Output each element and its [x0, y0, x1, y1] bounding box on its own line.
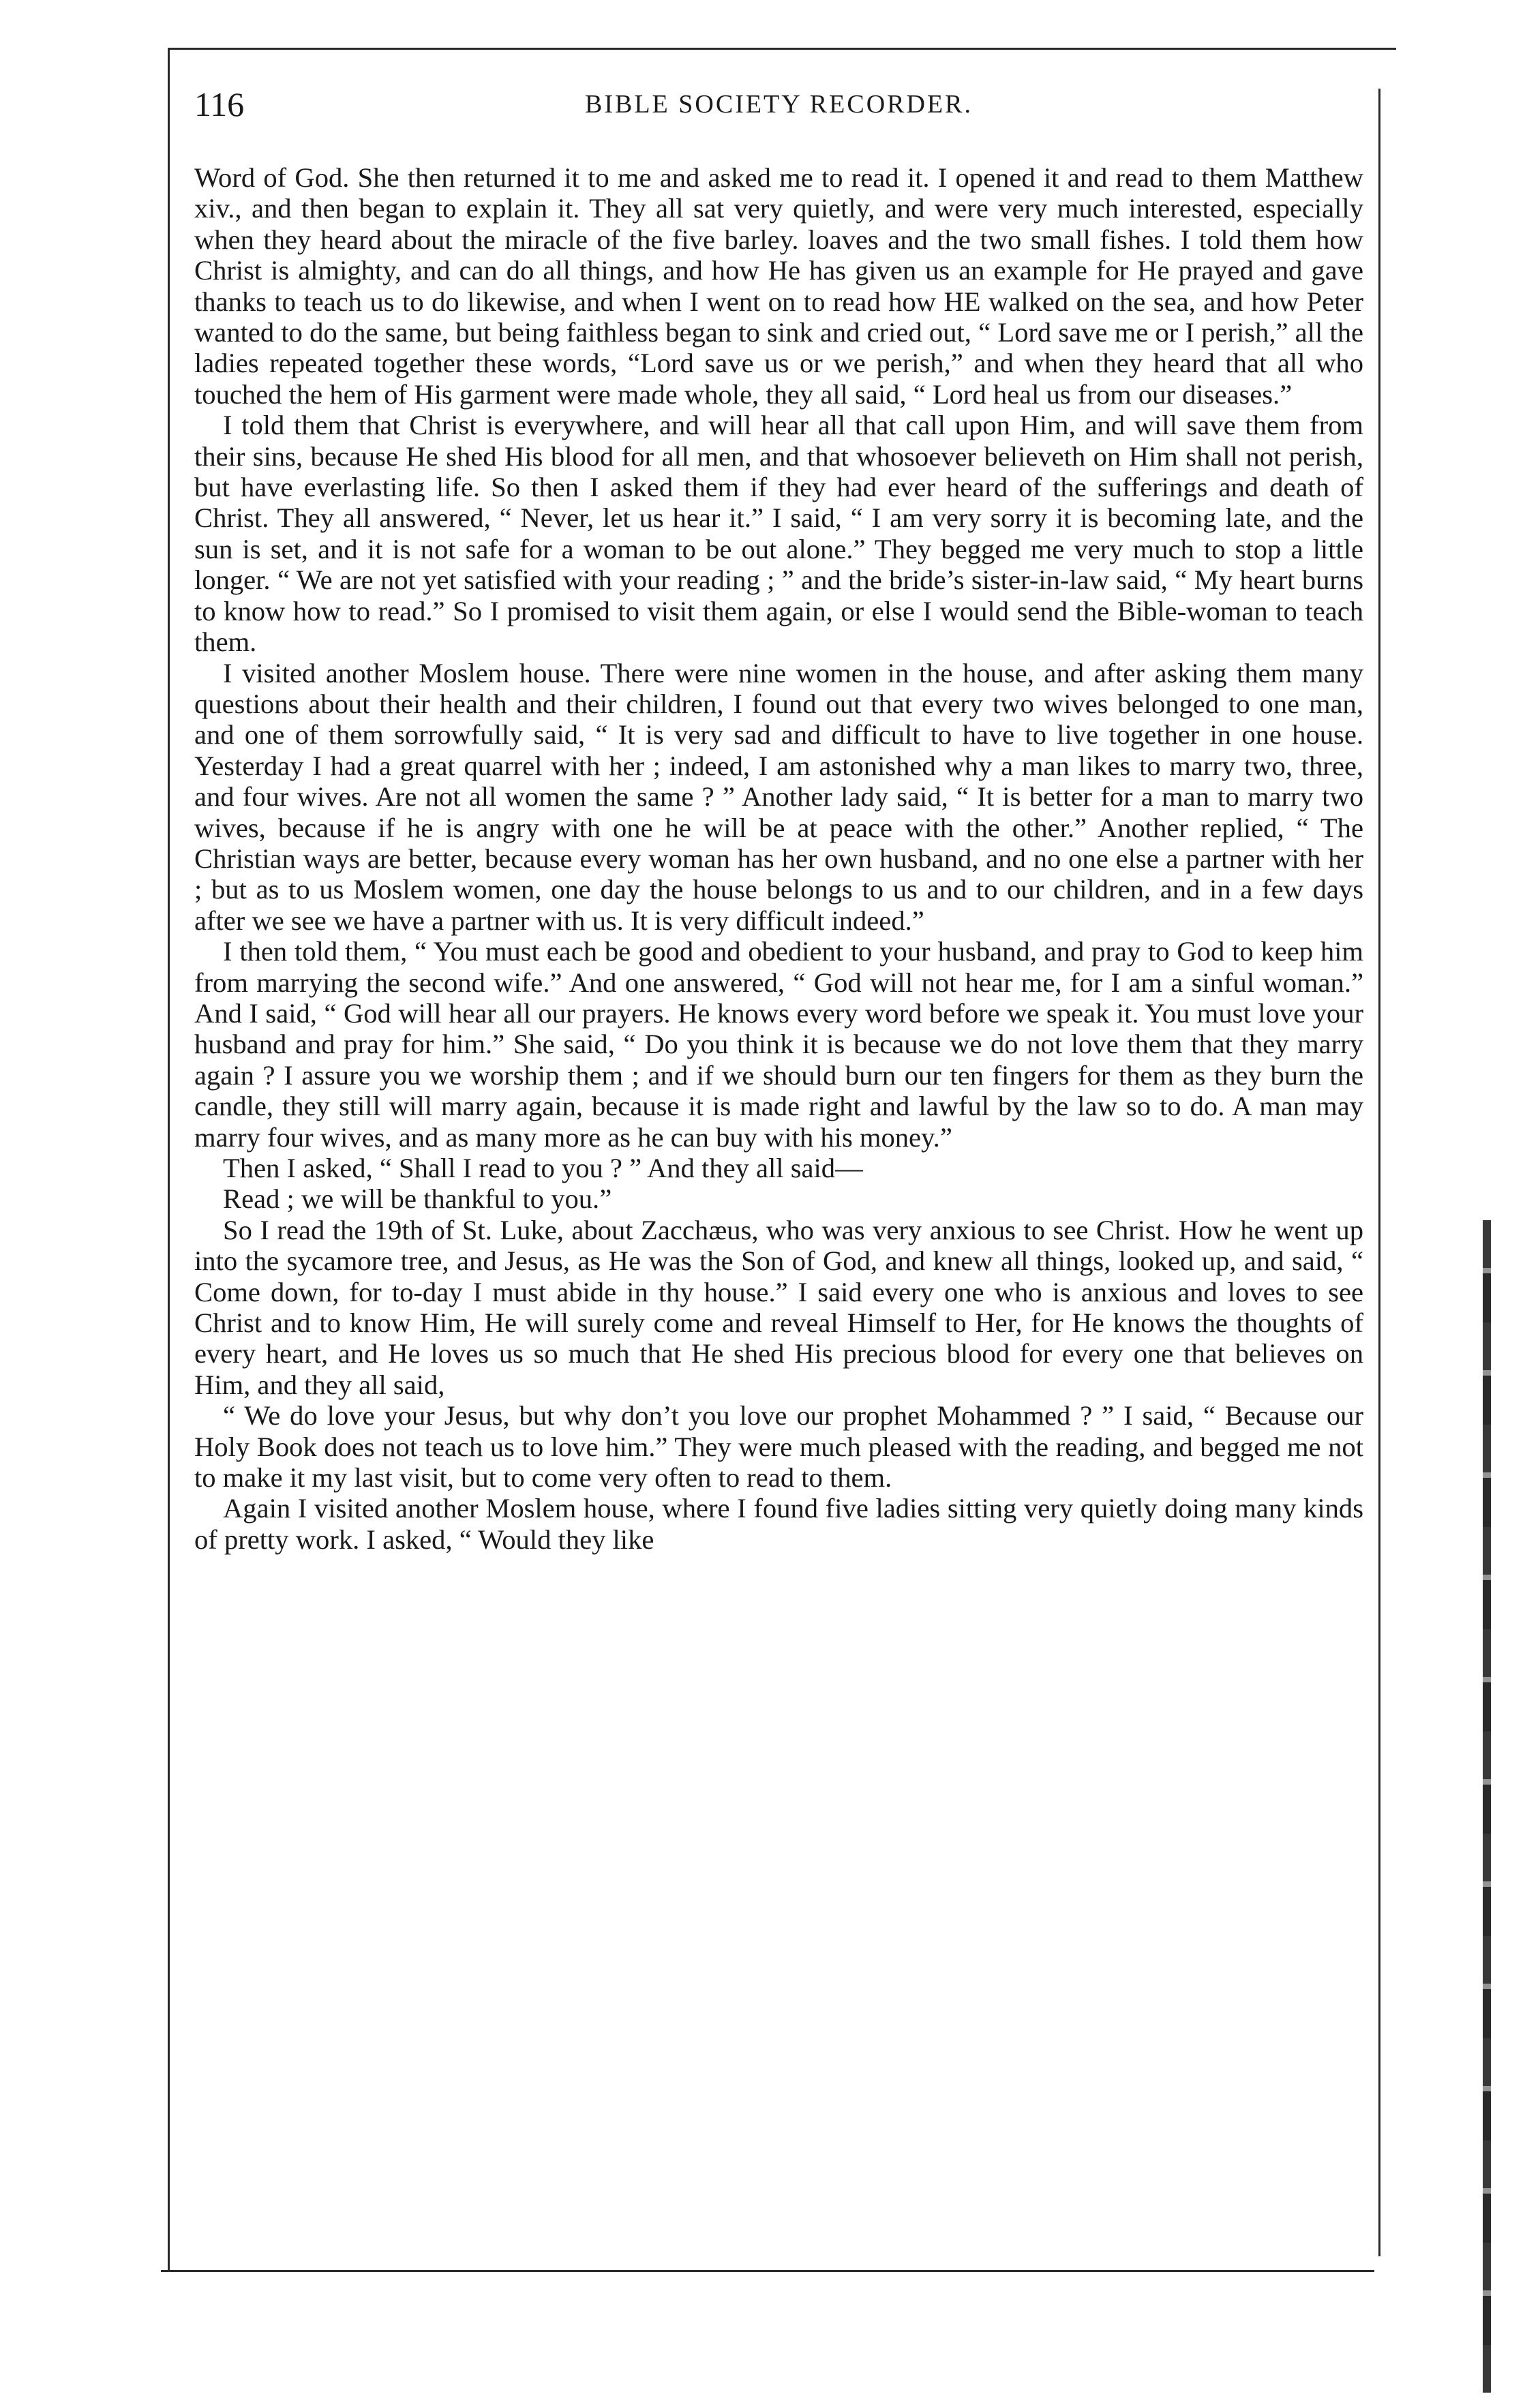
page-header: [194, 80, 1363, 128]
paragraph: Word of God. She then returned it to me and asked me to read it. I opened it and read to them Matthew xiv., and then began to explain it. They all sat very quietly, and were very much interested, especially when they heard about the miracle of the five barley. loaves and the two small fishes. I told them how Christ is almighty, and can do all things, and how He has given us an example for He prayed and gave thanks to teach us to do likewise, and when I went on to read how HE walked on the sea, and how Peter wanted to do the same, but being faithless began to sink and cried out, “ Lord save me or I perish,” all the ladies repeated together these words, “Lord save us or we perish,” and when they heard that all who touched the hem of His garment were made whole, they all said, “ Lord heal us from our diseases.”: [194, 162, 1363, 410]
paragraph: I told them that Christ is everywhere, and will hear all that call upon Him, and will save them from their sins, because He shed His blood for all men, and that whosoever believeth on Him shall not perish, but have everlasting life. So then I asked them if they had ever heard of the sufferings and death of Christ. They all answered, “ Never, let us hear it.” I said, “ I am very sorry it is becoming late, and the sun is set, and it is not safe for a woman to be out alone.” They begged me very much to stop a little longer. “ We are not yet satisfied with your reading ; ” and the bride’s sister-in-law said, “ My heart burns to know how to read.” So I promised to visit them again, or else I would send the Bible-woman to teach them.: [194, 410, 1363, 658]
body-text: [194, 162, 1363, 1555]
paragraph: I visited another Moslem house. There were nine women in the house, and after asking them many questions about their health and their children, I found out that every two wives belonged to one man, and one of them sorrowfully said, “ It is very sad and difficult to have to live together in one house. Yesterday I had a great quarrel with her ; indeed, I am astonished why a man likes to marry two, three, and four wives. Are not all women the same ? ” Another lady said, “ It is better for a man to marry two wives, because if he is angry with one he will be at peace with the other.” Another replied, “ The Christian ways are better, because every woman has her own husband, and no one else a partner with her ; but as to us Moslem women, one day the house belongs to us and to our children, and in a few days after we see we have a partner with us. It is very difficult indeed.”: [194, 657, 1363, 936]
paragraph: Again I visited another Moslem house, where I found five ladies sitting very quietly doing many kinds of pretty work. I asked, “ Would they like: [194, 1493, 1363, 1555]
paragraph: Read ; we will be thankful to you.”: [223, 1183, 612, 1215]
paragraph: “ We do love your Jesus, but why don’t you love our prophet Mohammed ? ” I said, “ Because our Holy Book does not teach us to love him.” They were much pleased with the reading, and begged me not to make it my last visit, but to come very often to read to them.: [194, 1400, 1363, 1494]
paragraph: Then I asked, “ Shall I read to you ? ” And they all said—: [223, 1153, 863, 1183]
bottom-rule: [161, 2270, 1374, 2272]
running-title: BIBLE SOCIETY RECORDER.: [585, 90, 973, 119]
paragraph: So I read the 19th of St. Luke, about Zacchæus, who was very anxious to see Christ. How he went up into the sycamore tree, and Jesus, as He was the Son of God, and knew all things, looked up, and said, “ Come down, for to-day I must abide in thy house.” I said every one who is anxious and loves to see Christ and to know Him, He will surely come and reveal Himself to Her, for He knows the thoughts of every heart, and He loves us so much that He shed His precious blood for every one that believes on Him, and they all said,: [194, 1214, 1363, 1400]
right-rule: [1378, 89, 1380, 2256]
paragraph: I then told them, “ You must each be good and obedient to your husband, and pray to God to keep him from marrying the second wife.” And one answered, “ God will not hear me, for I am a sinful woman.” And I said, “ God will hear all our prayers. He knows every word before we speak it. You must love your husband and pray for him.” She said, “ Do you think it is because we do not love them that they marry again ? I assure you we worship them ; and if we should burn our ten fingers for them as they burn the candle, they still will marry again, because it is made right and lawful by the law so to do. A man may marry four wives, and as many more as he can buy with his money.”: [194, 936, 1363, 1153]
top-rule: [169, 48, 1396, 50]
page-number: 116: [194, 85, 245, 123]
scan-edge-mark: [1483, 1220, 1491, 2393]
left-rule: [168, 48, 170, 2270]
